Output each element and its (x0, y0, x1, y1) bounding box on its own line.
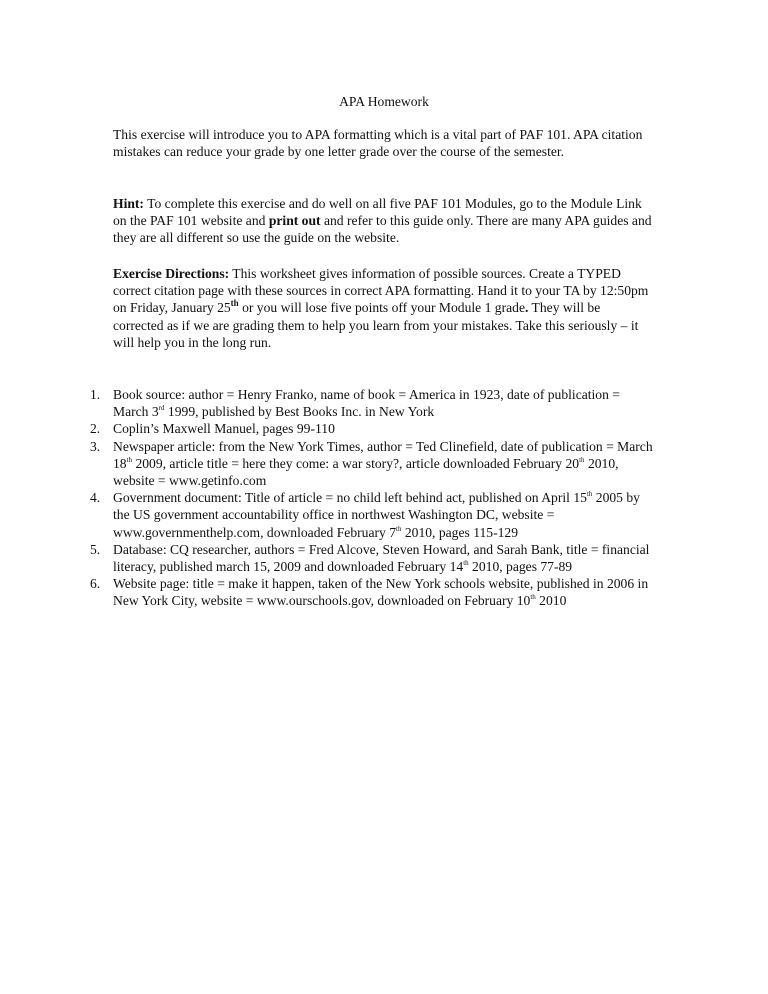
list-item-superscript: th (579, 455, 585, 464)
page-title: APA Homework (339, 94, 429, 109)
hint-label: Hint: (113, 196, 144, 211)
list-item-text: 2010, website = www.getinfo.com (113, 455, 619, 489)
hint-paragraph (113, 195, 653, 247)
list-item-superscript: th (396, 524, 402, 533)
list-item-number: 6. (90, 576, 101, 592)
hint-text-2: and refer to this guide only. There are many APA guides and they are all different so use the guide on the website. (113, 213, 652, 246)
list-item-text: Book source: author = Henry Franko, name of book = America in 1923, date of publication = March 3 (113, 387, 620, 420)
sources-list (76, 386, 654, 610)
list-item-superscript: th (586, 490, 593, 499)
list-item (76, 386, 654, 420)
list-item-superscript: th (463, 559, 469, 568)
hint-text-1: To complete this exercise and do well on all five PAF 101 Modules, go to the Module Link on the PAF 101 website and (113, 196, 642, 229)
list-item-number: 1. (90, 387, 101, 402)
list-item-superscript: th (126, 455, 133, 464)
directions-bold-period: . (525, 300, 529, 316)
list-item-number: 4. (90, 490, 101, 506)
list-item-number: 5. (90, 541, 101, 557)
directions-text-1: This worksheet gives information of possible sources. Create a TYPED correct citation page with these sources in correct APA formatting. Hand it to your TA by 12:50pm on Friday, January 25 (113, 266, 649, 316)
list-item-superscript: rd (158, 404, 165, 413)
directions-paragraph (113, 265, 653, 351)
list-item-text: 2010, pages 77-89 (468, 559, 573, 575)
list-item-text: 1999, published by Best Books Inc. in New York (164, 404, 435, 420)
directions-text-2: or you will lose five points off your Module 1 grade (238, 300, 525, 316)
directions-superscript: th (230, 298, 239, 309)
hint-emphasis: print out (268, 213, 321, 229)
list-item-text: Government document: Title of article = no child left behind act, published on April 15 (113, 490, 587, 506)
list-item-text: 2009, article title = here they come: a war story?, article downloaded February 20 (132, 455, 580, 471)
list-item-number: 2. (90, 421, 101, 437)
list-item-text: Database: CQ researcher, authors = Fred Alcove, Steven Howard, and Sarah Bank, title = financial literacy, published march 15, 2009 and downloaded February 14 (113, 541, 650, 575)
list-item (76, 489, 654, 541)
list-item-text: 2010, pages 115-129 (401, 524, 519, 540)
intro-paragraph: This exercise will introduce you to APA formatting which is a vital part of PAF 101. APA citation mistakes can reduce your grade by one letter grade over the course of the semester. (113, 127, 643, 160)
directions-text-3: They will be corrected as if we are grading them to help you learn from your mistakes. Take this seriously – it will help you in the long run. (113, 300, 639, 350)
list-item-superscript: th (530, 593, 536, 602)
list-item-number: 3. (90, 438, 101, 454)
list-item (76, 438, 654, 490)
directions-label: Exercise Directions: (113, 266, 230, 281)
list-item-text: Newspaper article: from the New York Times, author = Ted Clinefield, date of publication = March 18 (113, 438, 653, 471)
list-item (76, 575, 654, 609)
list-item-text: 2010 (535, 593, 567, 609)
list-item-text: Website page: title = make it happen, taken of the New York schools website, published in 2006 in New York City, website = www.ourschools.gov, downloaded on February 10 (113, 576, 649, 609)
list-item-text: Coplin’s Maxwell Manuel, pages 99-110 (113, 421, 335, 437)
list-item (76, 420, 654, 437)
list-item-text: 2005 by the US government accountability office in northwest Washington DC, website = www.governmenthelp.com, downloaded February 7 (113, 490, 640, 540)
list-item (76, 541, 654, 575)
